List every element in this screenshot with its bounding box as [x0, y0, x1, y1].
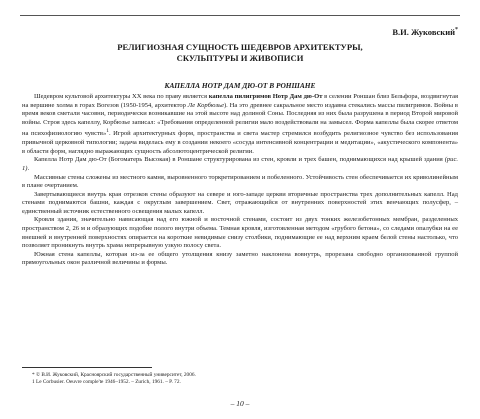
footnote-copyright: * © В.И. Жуковский, Красноярский государственный университет, 2006. — [32, 372, 196, 378]
footnote-1: 1 Le Corbusier. Oeuvre comple'te 1946–1952. – Zurich, 1961. – P. 72. — [32, 379, 181, 386]
title-line-2: СКУЛЬПТУРЫ И ЖИВОПИСИ — [176, 53, 304, 63]
author-name-text: В.И. Жуковский — [392, 27, 455, 37]
paragraph-6: Южная стена капеллы, которая из-за ее общего утолщения книзу заметно наклонена вовнутрь, прорезана свободно организованной группой прямоугольных окон различной величины и формы. — [22, 250, 458, 267]
paragraph-2 — [22, 156, 458, 173]
title-line-1: РЕЛИГИОЗНАЯ СУЩНОСТЬ ШЕДЕВРОВ АРХИТЕКТУРЫ, — [117, 42, 363, 52]
p1-text-a: Шедевром культовой архитектуры XX века по праву является — [34, 93, 209, 100]
author-name — [392, 27, 458, 37]
article-body — [22, 93, 458, 268]
p1-text-c: в селении Роншан близ Бельфора, воздвигнутая на вершине холма в горах Вогезов (1950-1954, архитектор — [22, 93, 458, 109]
p2-text-c: . — [27, 164, 30, 172]
page-number: – 10 – — [230, 399, 250, 408]
author-footnote-mark: * — [455, 27, 458, 34]
p2-figure-ref: (рис. 1) — [22, 156, 458, 172]
article-title — [80, 42, 400, 64]
p1-text-g: . Игрой архитектурных форм, пространства и света мастер стремился возбудить религиозное чувство без использования привычной церковной типологии; задача виделась ему в создании некоего «сосуда интенсивной концентрации и медитации», «акустического компонента» в области форм, наглядно выражающих сущность абсолютоцентрической религии. — [22, 130, 458, 155]
paragraph-5: Кровля здания, значительно нависающая над его южной и восточной стенами, состоит из двух тонких железобетонных мембран, разделенных пространством 2, 26 м и образующих подобие полого внутри объема. Темная кровля, изготовленная методом «грубого бетона», со следами опалубки на ее внешней и внутренней поверхностях опирается на короткие невидимые снизу столбики, поднимающие ее над верхним краем белой стены настолько, что позволяет проникнуть внутрь храма непрерывную узкую полосу света. — [22, 216, 458, 250]
footnotes — [22, 372, 458, 386]
footnote-ref-1: 1 — [106, 128, 109, 135]
paragraph-1 — [22, 93, 458, 156]
paragraph-3: Массивные стены сложены из местного камня, выровненного торкретированием и побеленного. Устойчивость стен обеспечивается их криволинейным в плане очертанием. — [22, 173, 458, 190]
p1-architect-name: Ле Корбюзье — [187, 101, 224, 109]
footnote-rule — [22, 367, 152, 368]
p1-bold-chapel-name: капелла пилигримов Нотр Дам дю-От — [208, 93, 323, 100]
header-rule — [20, 15, 460, 16]
section-heading: КАПЕЛЛА НОТР ДАМ ДЮ-ОТ В РОНШАНЕ — [164, 81, 316, 90]
p1-text-e: ). На это древнее сакральное место издавна стекались массы пилигримов. Войны в время веков сметали часовни, периодически возникавшие на этой высоте над долиной Соны. Последняя из них была разрушена в период Второй мировой войны. Строя здесь капеллу, Корбюзье записал: «Требования определенной религии мало воздействовали на замысел. Форма капеллы была скорее ответом на психофизиологию чувств» — [22, 101, 458, 138]
p2-text-a: Капелла Нотр Дам дю-От (Богоматерь Высокая) в Роншане структурирована из стен, кровли и трех башен, поднимающихся над крышей здания — [34, 156, 445, 164]
paragraph-4: Завертывающиеся внутрь края отрезков стены образуют на севере и юго-западе церкви вторичные пространства трех дополнительных капелл. Над стенами поднимаются башни, каждая с округлым завершением. Свет, отражающийся от внутренних поверхностей этих венчающих полусфер, – единственный источник естественного освещения малых капелл. — [22, 190, 458, 215]
